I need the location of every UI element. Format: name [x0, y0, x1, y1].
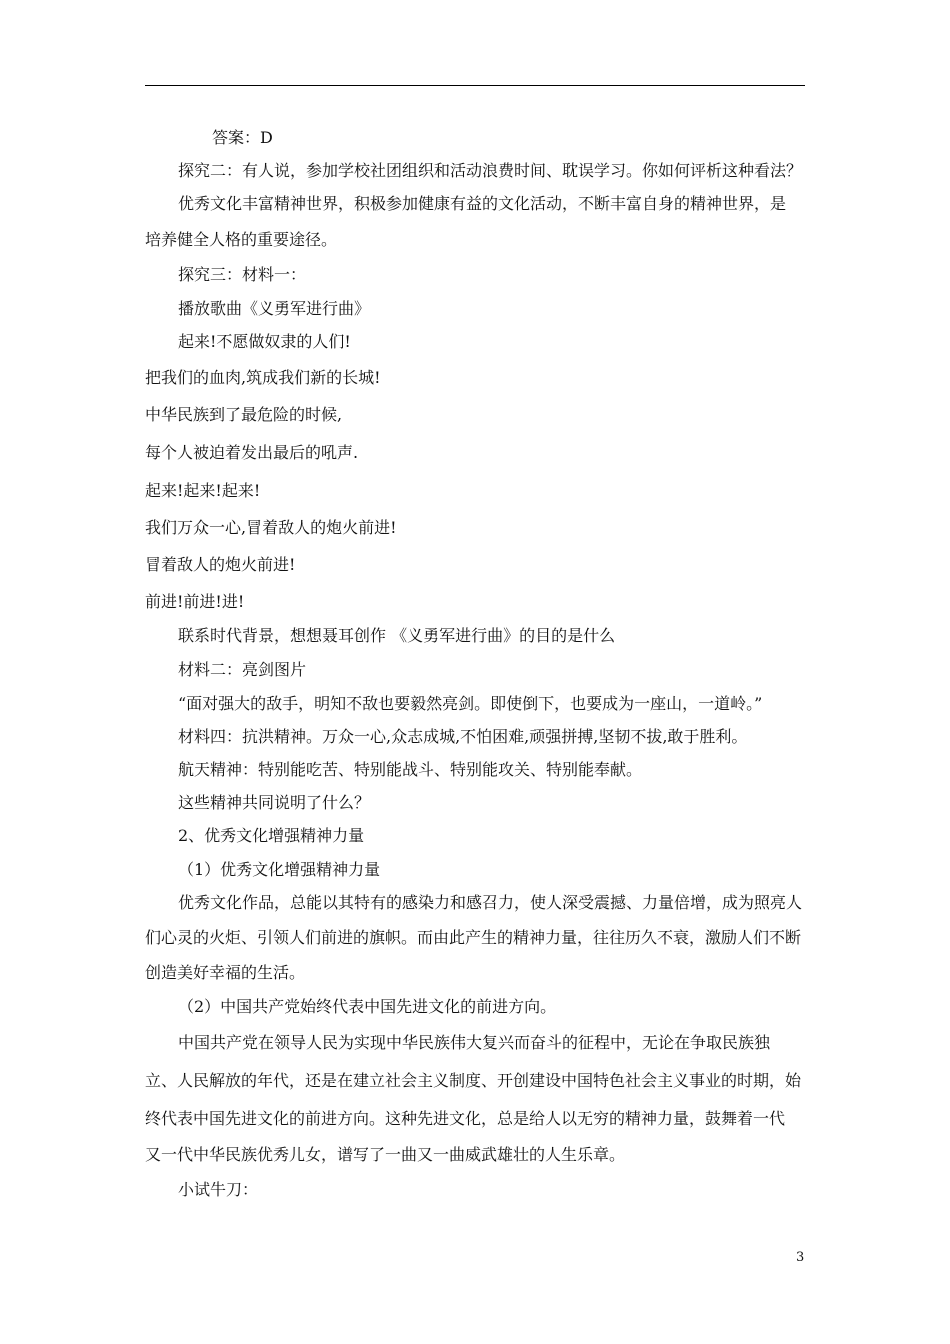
- lyric-line: 起来!不愿做奴隶的人们!: [178, 332, 351, 351]
- material-two-heading: 材料二：亮剑图片: [178, 660, 307, 679]
- inquiry-two-answer-line-2: 培养健全人格的重要途径。: [145, 230, 338, 249]
- lyric-line: 前进!前进!进!: [145, 592, 245, 611]
- subsection-heading-1: （1）优秀文化增强精神力量: [178, 860, 381, 879]
- spirit-question: 这些精神共同说明了什么？: [178, 793, 371, 812]
- section-heading-2: 2、优秀文化增强精神力量: [178, 826, 365, 845]
- inquiry-two-question: 探究二：有人说，参加学校社团组织和活动浪费时间、耽误学习。你如何评析这种看法？: [178, 161, 803, 180]
- subsection-2-text-line-3: 终代表中国先进文化的前进方向。这种先进文化，总是给人以无穷的精神力量，鼓舞着一代: [145, 1109, 786, 1128]
- lyric-line: 我们万众一心,冒着敌人的炮火前进!: [145, 518, 397, 537]
- inquiry-two-answer-line-1: 优秀文化丰富精神世界，积极参加健康有益的文化活动，不断丰富自身的精神世界，是: [178, 194, 787, 213]
- practice-heading: 小试牛刀：: [178, 1180, 259, 1199]
- lyric-line: 每个人被迫着发出最后的吼声.: [145, 443, 359, 462]
- song-title-line: 播放歌曲《义勇军进行曲》: [178, 299, 371, 318]
- subsection-1-text-line-3: 创造美好幸福的生活。: [145, 963, 306, 982]
- subsection-1-text-line-2: 们心灵的火炬、引领人们前进的旗帜。而由此产生的精神力量，往往历久不衰，激励人们不断: [145, 928, 802, 947]
- background-question: 联系时代背景，想想聂耳创作 《义勇军进行曲》的目的是什么: [178, 626, 616, 645]
- aerospace-spirit-line: 航天精神：特别能吃苦、特别能战斗、特别能攻关、特别能奉献。: [178, 760, 643, 779]
- inquiry-three-heading: 探究三：材料一：: [178, 265, 307, 284]
- subsection-heading-2: （2）中国共产党始终代表中国先进文化的前进方向。: [178, 997, 557, 1016]
- sword-quote: “面对强大的敌手，明知不敌也要毅然亮剑。即使倒下，也要成为一座山，一道岭。”: [178, 694, 763, 713]
- lyric-line: 中华民族到了最危险的时候,: [145, 405, 343, 424]
- lyric-line: 冒着敌人的炮火前进!: [145, 555, 296, 574]
- page-number: 3: [796, 1250, 805, 1265]
- subsection-2-text-line-2: 立、人民解放的年代，还是在建立社会主义制度、开创建设中国特色社会主义事业的时期，始: [145, 1071, 802, 1090]
- subsection-2-text-line-1: 中国共产党在领导人民为实现中华民族伟大复兴而奋斗的征程中，无论在争取民族独: [178, 1033, 771, 1052]
- material-four-line: 材料四：抗洪精神。万众一心,众志成城,不怕困难,顽强拼搏,坚韧不拔,敢于胜利。: [178, 727, 748, 746]
- lyric-line: 把我们的血肉,筑成我们新的长城!: [145, 368, 381, 387]
- lyric-line: 起来!起来!起来!: [145, 481, 261, 500]
- subsection-1-text-line-1: 优秀文化作品，总能以其特有的感染力和感召力，使人深受震撼、力量倍增，成为照亮人: [178, 893, 803, 912]
- subsection-2-text-line-4: 又一代中华民族优秀儿女，谱写了一曲又一曲威武雄壮的人生乐章。: [145, 1145, 626, 1164]
- header-rule: [145, 85, 805, 86]
- answer-line: 答案：D: [212, 128, 273, 147]
